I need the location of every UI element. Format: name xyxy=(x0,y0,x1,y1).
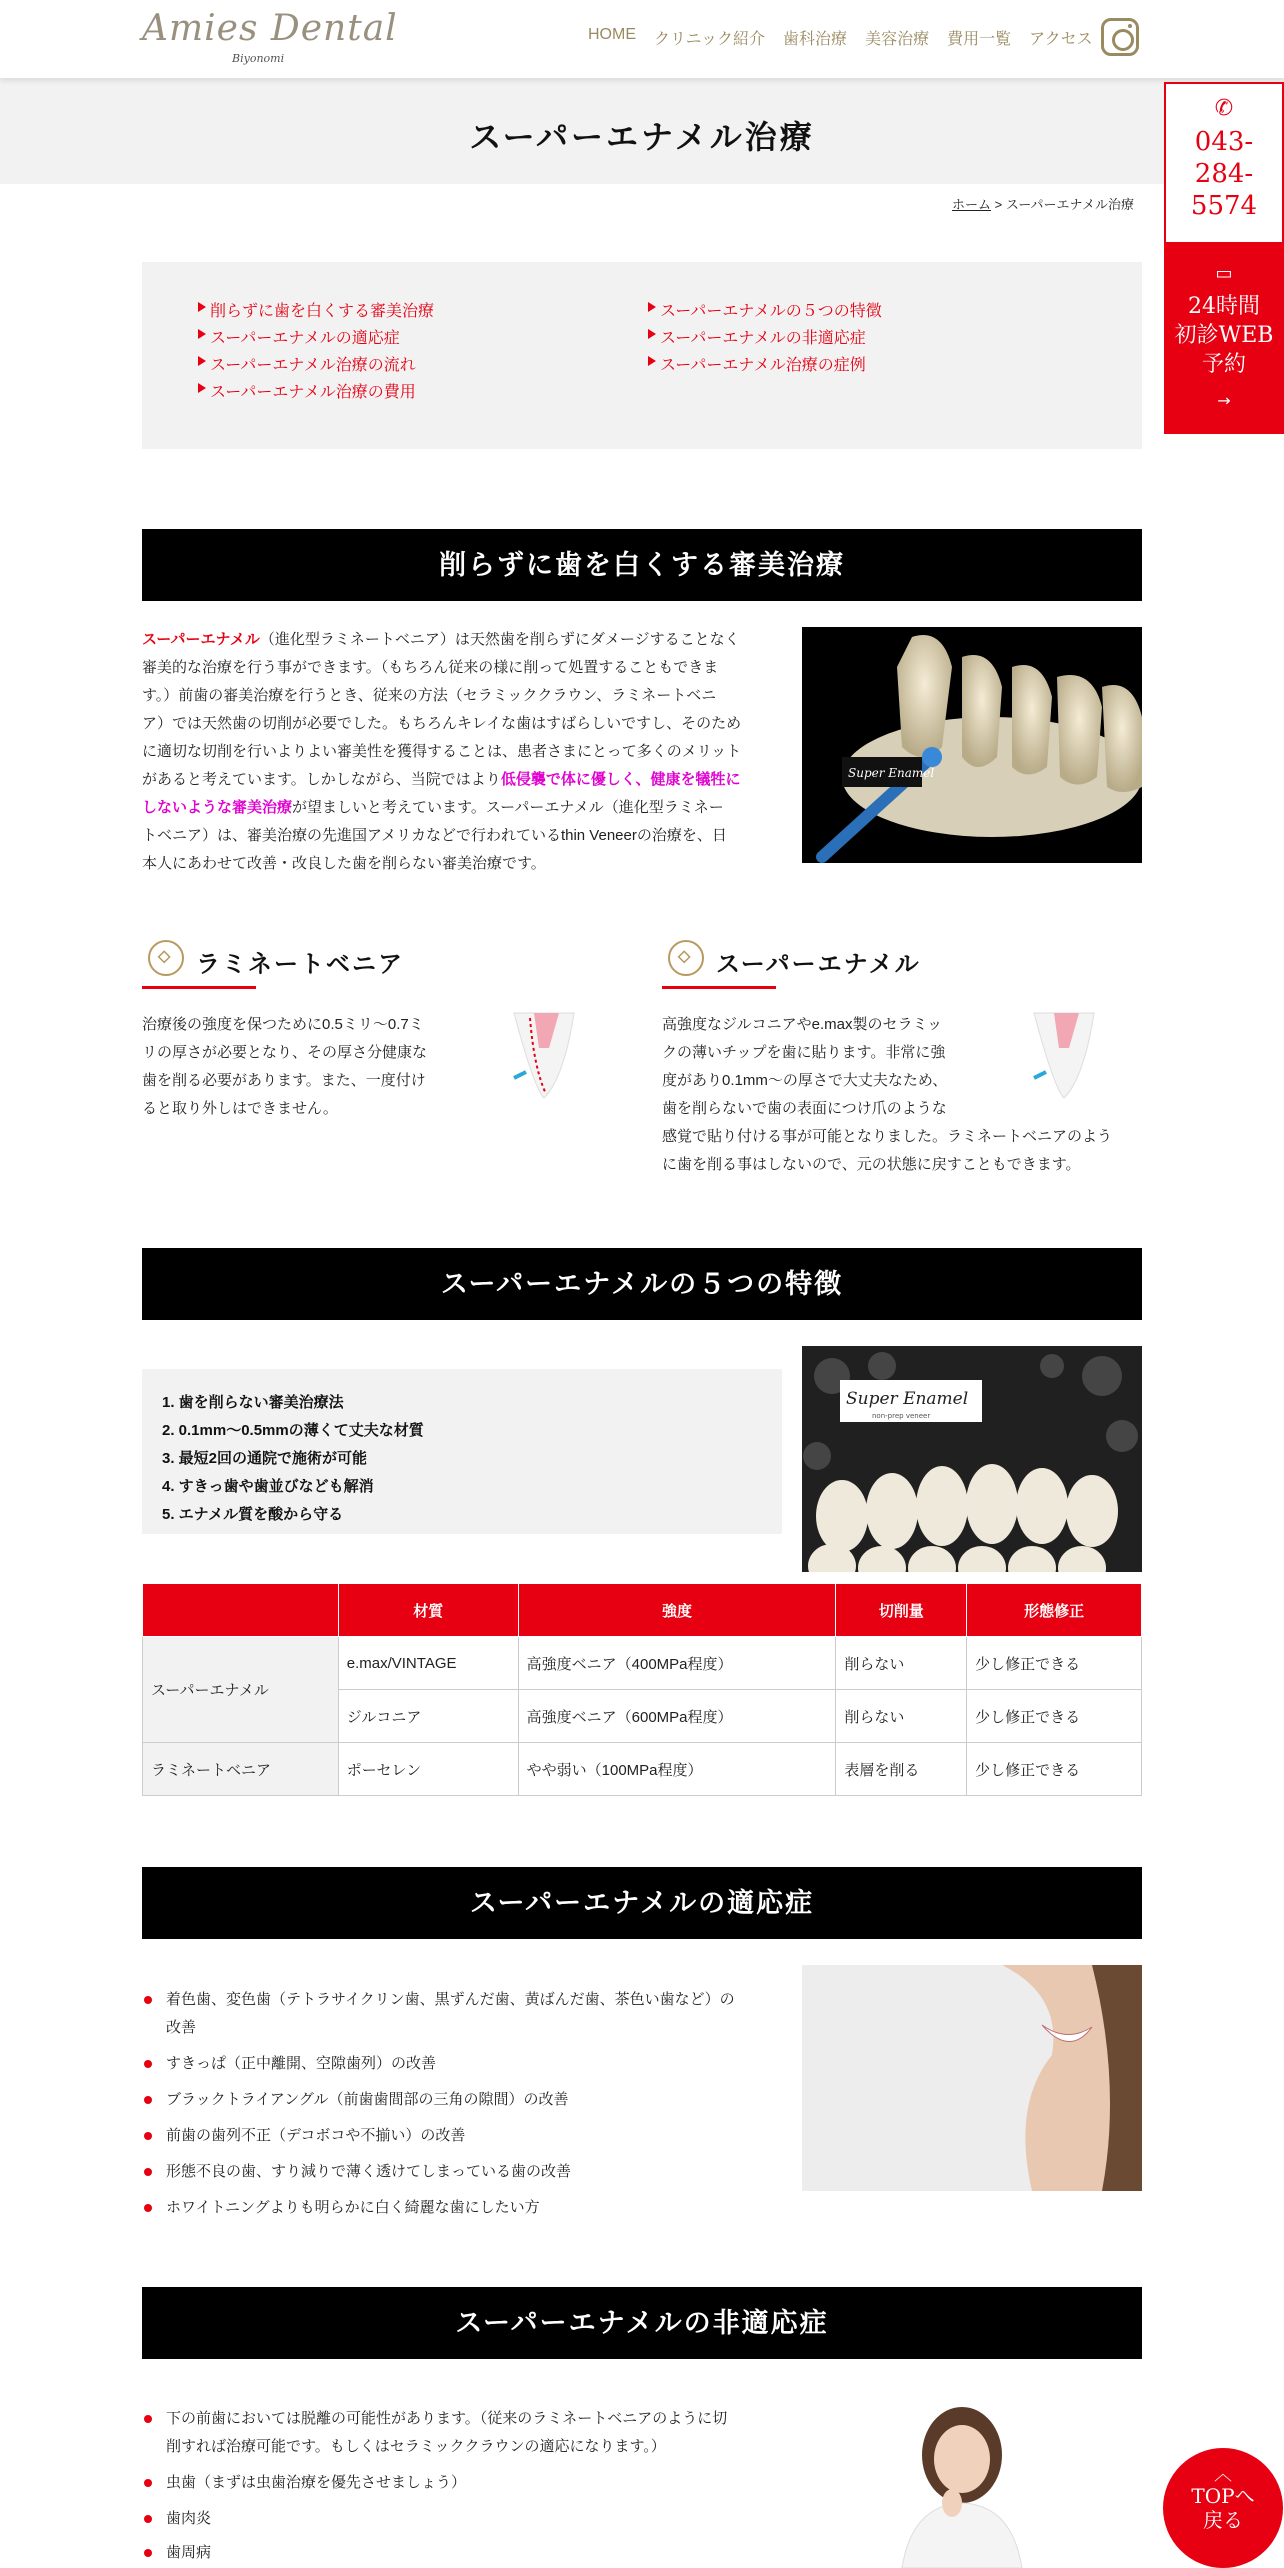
nav-access[interactable]: アクセス xyxy=(1029,31,1093,48)
text-line: （進化型ラミネートベニア）は天然歯を削らずにダメージすることなく xyxy=(259,631,740,648)
breadcrumb-separator: > xyxy=(994,197,1003,212)
index-link-5[interactable]: スーパーエナメル治療の流れ xyxy=(198,352,416,375)
smile-illustration xyxy=(802,1965,1142,2191)
woman-illustration xyxy=(802,2385,1052,2568)
list-item-continuation xyxy=(142,2433,666,2461)
veneers-illustration xyxy=(802,1346,1142,1572)
page-title: スーパーエナメル治療 xyxy=(469,119,815,155)
web-line-3: 予約 xyxy=(1201,352,1246,377)
laminate-body xyxy=(142,1011,462,1123)
list-item: ホワイトニングよりも明らかに白く綺麗な歯にしたい方 xyxy=(142,2194,540,2222)
table-header-row xyxy=(143,1584,1142,1637)
veneers-photo xyxy=(802,1346,1142,1572)
superenamel-title: スーパーエナメル xyxy=(716,951,921,978)
list-item: 前歯の歯列不正（デコボコや不揃い）の改善 xyxy=(142,2122,465,2150)
feature-item: 2. 0.1mm～0.5mmの薄くて丈夫な材質 xyxy=(162,1422,424,1439)
text-line: ア）では天然歯の切削が必要でした。もちろんキレイな歯はすばらしいですし、そのため xyxy=(142,715,742,732)
features-list xyxy=(142,1369,782,1534)
table-cell: 表層を削る xyxy=(836,1743,967,1796)
table-cell: 少し修正できる xyxy=(967,1690,1142,1743)
heading-underline xyxy=(142,986,256,989)
back-to-top-button[interactable] xyxy=(1163,2448,1283,2568)
index-link-6[interactable]: スーパーエナメル治療の症例 xyxy=(648,352,866,375)
feature-item: 3. 最短2回の通院で施術が可能 xyxy=(162,1450,368,1467)
tel-button[interactable] xyxy=(1164,82,1284,244)
table-cell: e.max/VINTAGE xyxy=(338,1637,518,1690)
list-item-continuation xyxy=(142,2014,196,2042)
table-cell: 少し修正できる xyxy=(967,1637,1142,1690)
superenamel-heading xyxy=(668,944,921,979)
web-line-1: 24時間 xyxy=(1188,294,1260,319)
section-heading-features: スーパーエナメルの５つの特徴 xyxy=(142,1248,1142,1320)
text-line: 歯を削る必要があります。また、一度付け xyxy=(142,1072,426,1089)
list-item: 下の前歯においては脱離の可能性があります。（従来のラミネートベニアのように切 xyxy=(142,2405,727,2433)
chevron-up-icon: ︿ xyxy=(1214,2464,1232,2485)
instagram-icon[interactable] xyxy=(1101,18,1139,56)
table-row-header: ラミネートベニア xyxy=(143,1743,339,1796)
tel-line-1: 043- xyxy=(1194,127,1254,157)
emblem-icon xyxy=(668,940,704,976)
highlight-text: しないような審美治療 xyxy=(142,799,293,816)
text-line: があると考えています。しかしながら、当院ではより xyxy=(142,771,501,788)
nav-dental[interactable]: 歯科治療 xyxy=(783,31,848,48)
web-reservation-button[interactable] xyxy=(1164,244,1284,434)
nav-beauty[interactable]: 美容治療 xyxy=(865,31,930,48)
photo-label: Super Enamel xyxy=(846,1389,969,1409)
tel-line-3: 5574 xyxy=(1190,191,1258,221)
breadcrumb-current: スーパーエナメル治療 xyxy=(1005,197,1135,212)
text-line: が望ましいと考えています。スーパーエナメル（進化型ラミネー xyxy=(292,799,724,816)
breadcrumb-home[interactable]: ホーム xyxy=(952,197,992,212)
photo-sublabel: non-prep veneer xyxy=(872,1412,931,1420)
list-item: 形態不良の歯、すり減りで薄く透けてしまっている歯の改善 xyxy=(142,2158,571,2186)
table-row xyxy=(143,1637,1142,1690)
table-cell: 高強度ベニア（400MPa程度） xyxy=(518,1637,836,1690)
feature-item: 5. エナメル質を酸から守る xyxy=(162,1506,344,1523)
main-nav xyxy=(588,26,1111,49)
highlight-text: 低侵襲で体に優しく、健康を犠牲に xyxy=(500,771,741,788)
table-cell: やや弱い（100MPa程度） xyxy=(518,1743,836,1796)
breadcrumb xyxy=(952,194,1134,213)
top-button-line-1: TOPへ xyxy=(1191,2484,1255,2508)
table-header: 材質 xyxy=(338,1584,518,1637)
list-item: 虫歯（まずは虫歯治療を優先させましょう） xyxy=(142,2469,466,2497)
laminate-tooth-diagram xyxy=(494,1008,584,1100)
logo-main-text: Amies Dental xyxy=(142,8,398,49)
tel-line-2: 284- xyxy=(1194,159,1254,189)
table-cell: 高強度ベニア（600MPa程度） xyxy=(518,1690,836,1743)
logo-sub-text: Biyonomi xyxy=(232,52,285,65)
text-line: 審美的な治療を行う事ができます。（もちろん従来の様に削って処置することもできま xyxy=(142,659,719,676)
feature-item: 4. すきっ歯や歯並びなども解消 xyxy=(162,1478,374,1495)
site-header xyxy=(0,0,1284,78)
veneer-photo xyxy=(802,627,1142,863)
index-link-7[interactable]: スーパーエナメル治療の費用 xyxy=(198,379,416,402)
table-header xyxy=(143,1584,339,1637)
list-item: すきっぱ（正中離開、空隙歯列）の改善 xyxy=(142,2050,436,2078)
smile-photo xyxy=(802,1965,1142,2191)
photo-label: Super Enamel xyxy=(848,766,935,780)
table-header: 形態修正 xyxy=(967,1584,1142,1637)
index-link-2[interactable]: スーパーエナメルの５つの特徴 xyxy=(648,298,882,321)
text-line: トベニア）は、審美治療の先進国アメリカなどで行われているthin Veneerの治療を、日 xyxy=(142,827,727,844)
text-line: 改善 xyxy=(166,2019,197,2036)
laptop-icon: ▭ xyxy=(1215,263,1233,284)
side-contact-widget xyxy=(1164,82,1284,434)
table-row-header: スーパーエナメル xyxy=(143,1637,339,1743)
table-cell: 少し修正できる xyxy=(967,1743,1142,1796)
section-heading-indications: スーパーエナメルの適応症 xyxy=(142,1867,1142,1939)
index-link-4[interactable]: スーパーエナメルの非適応症 xyxy=(648,325,866,348)
text-line: に適切な切削を行いよりよい審美性を獲得することは、患者さまにとって多くのメリット xyxy=(142,743,742,760)
super-enamel-emphasis: スーパーエナメル xyxy=(142,631,260,648)
text-line: す。）前歯の審美治療を行うとき、従来の方法（セラミッククラウン、ラミネートベニ xyxy=(142,687,717,704)
list-item: 着色歯、変色歯（テトラサイクリン歯、黒ずんだ歯、黄ばんだ歯、茶色い歯など）の xyxy=(142,1986,735,2014)
contraindications-list xyxy=(142,2405,792,2568)
superenamel-tooth-diagram xyxy=(1014,1008,1104,1100)
nav-clinic[interactable]: クリニック紹介 xyxy=(654,31,766,48)
text-line: 歯を削らないで歯の表面につけ爪のような xyxy=(662,1100,947,1117)
text-line: ると取り外しはできません。 xyxy=(142,1100,338,1117)
text-line: に歯を削る事はしないので、元の状態に戻すこともできます。 xyxy=(662,1156,1081,1173)
worried-woman-photo xyxy=(802,2385,1052,2568)
page-index xyxy=(142,262,1142,449)
indications-list xyxy=(142,1986,792,2226)
section-heading-contraindications: スーパーエナメルの非適応症 xyxy=(142,2287,1142,2359)
nav-price[interactable]: 費用一覧 xyxy=(947,31,1012,48)
text-line: 削すれば治療可能です。もしくはセラミッククラウンの適応になります。） xyxy=(166,2438,666,2455)
table-cell: ジルコニア xyxy=(338,1690,518,1743)
table-header: 強度 xyxy=(518,1584,836,1637)
clinic-logo[interactable] xyxy=(142,8,398,68)
table-header: 切削量 xyxy=(836,1584,967,1637)
comparison-table xyxy=(142,1583,1142,1796)
nav-home[interactable]: HOME xyxy=(588,26,636,43)
section1-body xyxy=(142,626,792,878)
table-cell: 削らない xyxy=(836,1690,967,1743)
list-item: 歯肉炎 xyxy=(142,2505,211,2533)
text-line: 高強度なジルコニアやe.max製のセラミッ xyxy=(662,1016,943,1033)
phone-icon: ✆ xyxy=(1214,96,1234,121)
feature-item: 1. 歯を削らない審美治療法 xyxy=(162,1394,344,1411)
table-cell: 削らない xyxy=(836,1637,967,1690)
list-item: 歯周病 xyxy=(142,2539,211,2567)
laminate-heading xyxy=(148,944,404,979)
table-row xyxy=(143,1743,1142,1796)
web-line-2: 初診WEB xyxy=(1174,323,1274,348)
text-line: リの厚さが必要となり、その厚さ分健康な xyxy=(142,1044,428,1061)
section-heading-nocut: 削らずに歯を白くする審美治療 xyxy=(142,529,1142,601)
text-line: 感覚で貼り付ける事が可能となりました。ラミネートベニアのよう xyxy=(662,1128,1113,1145)
text-line: 治療後の強度を保つために0.5ミリ～0.7ミ xyxy=(142,1016,424,1033)
index-link-3[interactable]: スーパーエナメルの適応症 xyxy=(198,325,400,348)
text-line: クの薄いチップを歯に貼ります。非常に強 xyxy=(662,1044,946,1061)
index-link-1[interactable]: 削らずに歯を白くする審美治療 xyxy=(198,298,434,321)
text-line: 度があり0.1mm～の厚さで大丈夫なため、 xyxy=(662,1072,948,1089)
emblem-icon xyxy=(148,940,184,976)
text-line: 本人にあわせて改善・改良した歯を削らない審美治療です。 xyxy=(142,855,546,872)
heading-underline xyxy=(662,986,776,989)
list-item: ブラックトライアングル（前歯歯間部の三角の隙間）の改善 xyxy=(142,2086,568,2114)
laminate-title: ラミネートベニア xyxy=(196,951,404,978)
arrow-right-icon: → xyxy=(1217,391,1231,410)
table-cell: ポーセレン xyxy=(338,1743,518,1796)
top-button-line-2: 戻る xyxy=(1203,2508,1243,2532)
veneer-illustration xyxy=(802,627,1142,863)
